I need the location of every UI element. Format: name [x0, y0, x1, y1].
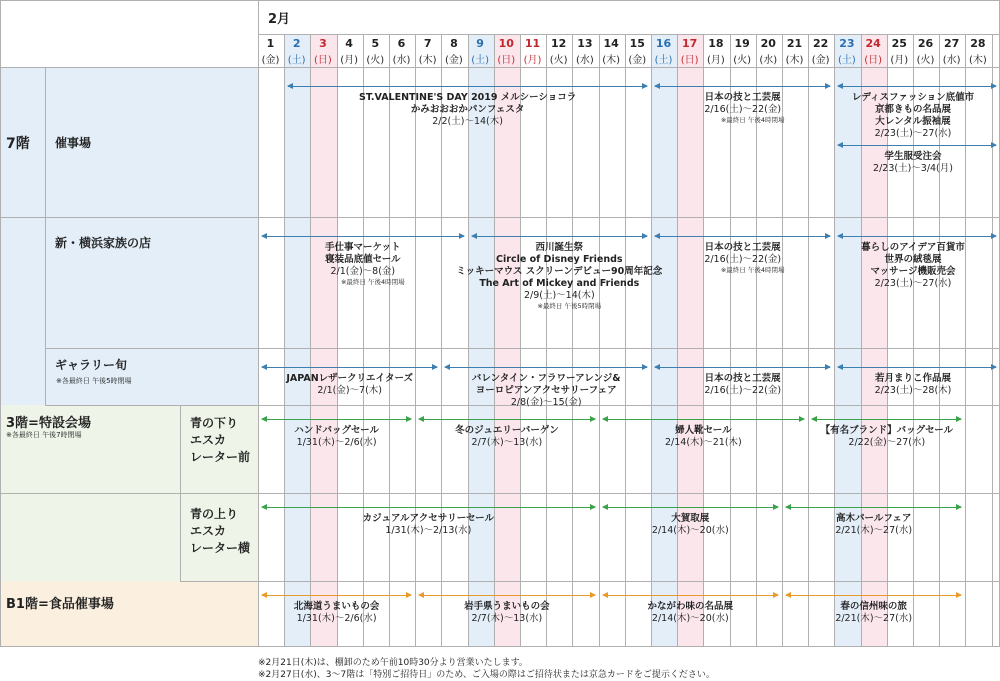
escalator-label: レーター横	[190, 541, 251, 555]
row-label-family-store: 新・横浜家族の店	[55, 236, 152, 250]
event-arrow-line	[812, 419, 961, 420]
row-divider	[45, 348, 1000, 349]
header-top-line	[0, 0, 1000, 1]
day-gridline	[284, 34, 285, 646]
event-note: ※最終日 午後4時閉場	[340, 278, 405, 286]
event-text: 1/31(木)～2/13(水)	[385, 525, 472, 536]
event-arrow-left	[837, 83, 843, 89]
event-arrow-left	[785, 592, 791, 598]
day-number: 9	[476, 37, 484, 50]
event-text: 2/22(金)～27(水)	[848, 437, 926, 448]
floor7-divider	[45, 67, 46, 405]
day-weekday: (金)	[628, 55, 647, 66]
floor-b1-label: B1階=食品催事場	[6, 597, 114, 612]
header-day-line	[258, 34, 1000, 35]
event-text: 2/23(土)～3/4(月)	[873, 163, 953, 174]
day-number: 22	[813, 37, 829, 50]
event-text: 大賀取展	[671, 513, 710, 524]
event-arrow-left	[261, 364, 267, 370]
day-weekday: (木)	[968, 55, 987, 66]
event-arrow-left	[261, 416, 267, 422]
day-weekday: (水)	[575, 55, 594, 66]
event-arrow-right	[590, 416, 596, 422]
day-weekday: (月)	[706, 55, 725, 66]
day-weekday: (土)	[471, 55, 489, 66]
event-arrow-left	[287, 83, 293, 89]
day-number: 4	[345, 37, 353, 50]
day-number: 11	[524, 37, 541, 50]
event-text: 大レンタル振袖展	[875, 116, 951, 127]
event-arrow-line	[262, 595, 411, 596]
day-gridline	[703, 34, 704, 646]
event-text: ST.VALENTINE'S DAY 2019 メルシーショコラ	[358, 92, 577, 103]
day-number: 28	[970, 37, 986, 50]
event-arrow-right	[406, 592, 412, 598]
row-label-bg	[0, 67, 258, 217]
event-arrow-right	[642, 233, 648, 239]
day-weekday: (火)	[549, 55, 568, 66]
row-label-saijijo: 催事場	[55, 136, 92, 150]
day-gridline	[651, 34, 652, 646]
day-gridline	[389, 34, 390, 646]
day-number: 3	[319, 37, 327, 50]
event-text: 手仕事マーケット	[325, 242, 401, 253]
event-arrow-line	[838, 86, 996, 87]
day-weekday: (火)	[366, 55, 385, 66]
day-weekday: (水)	[759, 55, 778, 66]
event-text: The Art of Mickey and Friends	[479, 278, 640, 289]
event-arrow-left	[261, 504, 267, 510]
header-bottom-line	[0, 67, 1000, 68]
row-note-gallery: ※各最終日 午後5時閉場	[56, 377, 132, 385]
day-weekday: (日)	[313, 55, 332, 66]
event-arrow-right	[459, 233, 465, 239]
event-arrow-right	[773, 504, 779, 510]
event-arrow-left	[602, 592, 608, 598]
day-gridline	[861, 34, 862, 646]
day-weekday: (金)	[261, 55, 280, 66]
footer-note: ※2月21日(木)は、棚卸のため午前10時30分より営業いたします。	[258, 658, 528, 668]
day-number: 24	[865, 37, 881, 50]
day-gridline	[756, 34, 757, 646]
event-arrow-right	[956, 592, 962, 598]
day-gridline	[572, 34, 573, 646]
event-arrow-left	[261, 233, 267, 239]
escalator-label: 青の上り	[190, 507, 239, 521]
day-number: 21	[786, 37, 803, 50]
event-arrow-line	[419, 419, 594, 420]
event-arrow-line	[288, 86, 647, 87]
sunday-column	[310, 34, 336, 646]
event-text: 2/9(土)～14(木)	[523, 290, 595, 301]
day-gridline	[730, 34, 731, 646]
saturday-column	[651, 34, 677, 646]
day-gridline	[965, 34, 966, 646]
day-number: 13	[577, 37, 593, 50]
day-weekday: (木)	[418, 55, 437, 66]
event-text: ヨーロピアンアクセサリーフェア	[475, 385, 617, 396]
event-text: 北海道うまいもの会	[293, 601, 380, 612]
event-arrow-left	[654, 364, 660, 370]
event-text: 2/16(土)～22(金)	[704, 385, 782, 396]
day-gridline	[782, 34, 783, 646]
event-text: 高木パールフェア	[836, 513, 912, 524]
day-number: 5	[371, 37, 380, 50]
day-gridline	[625, 34, 626, 646]
event-arrow-left	[837, 364, 843, 370]
event-arrow-line	[603, 507, 778, 508]
row-divider	[0, 493, 1000, 494]
event-arrow-left	[418, 592, 424, 598]
grid-label-divider	[258, 0, 259, 646]
event-text: バレンタイン・フラワーアレンジ&	[471, 373, 621, 384]
grid-left-line	[0, 0, 1, 646]
event-arrow-right	[590, 504, 596, 510]
day-weekday: (日)	[680, 55, 699, 66]
event-arrow-line	[262, 236, 464, 237]
event-text: 学生服受注会	[884, 151, 942, 162]
event-arrow-left	[602, 416, 608, 422]
day-weekday: (土)	[837, 55, 856, 66]
day-weekday: (木)	[785, 55, 804, 66]
event-arrow-line	[786, 507, 961, 508]
event-arrow-left	[654, 233, 660, 239]
day-weekday: (月)	[340, 55, 358, 66]
event-arrow-right	[825, 233, 831, 239]
day-gridline	[310, 34, 311, 646]
row-label-bg	[0, 581, 258, 646]
row-divider	[0, 217, 1000, 218]
event-arrow-right	[642, 83, 648, 89]
event-arrow-line	[786, 595, 961, 596]
day-number: 2	[292, 37, 301, 50]
event-text: 2/21(木)～27(水)	[835, 525, 913, 536]
event-arrow-line	[655, 86, 830, 87]
event-arrow-right	[956, 504, 962, 510]
event-text: 1/31(木)～2/6(水)	[296, 437, 377, 448]
event-text: ハンドバッグセール	[294, 425, 379, 436]
day-number: 19	[734, 37, 750, 50]
event-arrow-right	[825, 83, 831, 89]
event-text: 西川誕生祭	[535, 242, 584, 253]
floor-3-note: ※各最終日 午後7時閉場	[6, 431, 82, 439]
event-arrow-line	[603, 595, 778, 596]
day-weekday: (水)	[942, 55, 961, 66]
event-arrow-right	[991, 142, 997, 148]
event-text: JAPANレザークリエイターズ	[286, 373, 413, 384]
day-number: 27	[944, 37, 960, 50]
event-arrow-left	[471, 233, 477, 239]
day-gridline	[992, 34, 993, 646]
event-arrow-right	[590, 592, 596, 598]
event-text: マッサージ機販売会	[870, 266, 956, 277]
event-arrow-right	[956, 416, 962, 422]
event-arrow-left	[785, 504, 791, 510]
event-text: 2/14(木)～20(水)	[651, 613, 729, 624]
event-text: 2/8(金)～15(金)	[510, 397, 582, 408]
day-number: 10	[498, 37, 514, 50]
event-arrow-left	[261, 592, 267, 598]
event-text: 2/1(金)～8(金)	[330, 266, 396, 277]
day-number: 20	[760, 37, 776, 50]
row-divider	[0, 646, 1000, 647]
event-text: 寝装品底値セール	[325, 254, 401, 265]
event-text: 2/7(木)～13(水)	[471, 613, 543, 624]
event-arrow-line	[838, 367, 996, 368]
day-number: 25	[891, 37, 907, 50]
floor-7-label: 7階	[6, 136, 30, 152]
event-text: 婦人靴セール	[675, 425, 732, 436]
event-text: 若月まりこ作品展	[874, 373, 952, 384]
event-arrow-right	[991, 83, 997, 89]
event-text: 2/21(木)～27(水)	[835, 613, 913, 624]
event-text: 2/23(土)～27(水)	[874, 278, 952, 289]
sunday-column	[677, 34, 703, 646]
event-arrow-left	[444, 364, 450, 370]
event-text: 2/1(金)～7(木)	[317, 385, 383, 396]
row-label-gallery: ギャラリー旬	[55, 358, 128, 372]
event-arrow-right	[991, 233, 997, 239]
day-number: 7	[423, 37, 432, 50]
day-weekday: (金)	[444, 55, 463, 66]
event-arrow-right	[432, 364, 438, 370]
event-arrow-line	[838, 145, 996, 146]
event-text: 2/2(土)～14(木)	[432, 116, 503, 127]
day-number: 17	[682, 37, 698, 50]
event-arrow-right	[773, 592, 779, 598]
day-number: 8	[450, 37, 458, 50]
event-arrow-line	[262, 367, 437, 368]
day-gridline	[520, 34, 521, 646]
day-weekday: (月)	[523, 55, 542, 66]
event-text: 日本の技と工芸展	[704, 373, 781, 384]
event-arrow-right	[799, 416, 805, 422]
day-weekday: (金)	[811, 55, 830, 66]
event-text: かみおおおかパンフェスタ	[410, 104, 525, 115]
month-label: 2月	[268, 12, 291, 27]
escalator-label: エスカ	[190, 433, 227, 447]
day-weekday: (月)	[890, 55, 909, 66]
day-gridline	[808, 34, 809, 646]
day-number: 26	[917, 37, 934, 50]
event-text: 2/14(木)～20(水)	[651, 525, 729, 536]
event-arrow-right	[642, 364, 648, 370]
day-number: 18	[708, 37, 724, 50]
day-weekday: (日)	[497, 55, 516, 66]
event-arrow-left	[811, 416, 817, 422]
event-note: ※最終日 午後5時閉場	[537, 302, 602, 310]
event-text: かながわ味の名品展	[647, 601, 734, 612]
event-text: 【有名ブランド】バッグセール	[820, 425, 954, 436]
day-number: 16	[655, 37, 672, 50]
event-arrow-left	[837, 233, 843, 239]
event-text: 春の信州味の旅	[840, 601, 907, 612]
event-arrow-line	[838, 236, 996, 237]
event-text: カジュアルアクセサリーセール	[362, 513, 494, 524]
event-arrow-line	[603, 419, 805, 420]
day-weekday: (土)	[287, 55, 306, 66]
event-arrow-right	[991, 364, 997, 370]
day-number: 15	[629, 37, 645, 50]
event-arrow-line	[655, 236, 830, 237]
day-weekday: (水)	[392, 55, 411, 66]
saturday-column	[284, 34, 310, 646]
event-arrow-right	[825, 364, 831, 370]
event-text: 暮らしのアイデア百貨市	[861, 242, 965, 253]
floor-3-label: 3階=特設会場	[6, 416, 91, 431]
event-text: 2/16(土)～22(金)	[704, 254, 782, 265]
day-gridline	[415, 34, 416, 646]
day-gridline	[363, 34, 364, 646]
event-arrow-line	[472, 236, 647, 237]
event-text: 2/23(土)～28(木)	[874, 385, 952, 396]
saturday-column	[834, 34, 860, 646]
escalator-label: エスカ	[190, 524, 227, 538]
day-number: 12	[551, 37, 567, 50]
event-arrow-right	[406, 416, 412, 422]
day-gridline	[677, 34, 678, 646]
day-weekday: (日)	[864, 55, 882, 66]
day-gridline	[337, 34, 338, 646]
event-arrow-line	[419, 595, 594, 596]
event-text: 日本の技と工芸展	[704, 242, 781, 253]
event-arrow-left	[418, 416, 424, 422]
day-number: 1	[266, 37, 275, 50]
day-number: 6	[397, 37, 406, 50]
event-text: 京都きもの名品展	[874, 104, 952, 115]
day-weekday: (火)	[733, 55, 751, 66]
event-text: 日本の技と工芸展	[704, 92, 781, 103]
footer-note: ※2月27日(水)、3～7階は「特別ご招待日」のため、ご入場の際はご招待状または京急カードをご提示ください。	[258, 670, 715, 680]
event-text: ミッキーマウス スクリーンデビュー90周年記念	[456, 266, 663, 277]
event-text: 岩手県うまいもの会	[464, 601, 550, 612]
event-text: Circle of Disney Friends	[496, 254, 623, 265]
day-weekday: (木)	[602, 55, 620, 66]
day-weekday: (火)	[916, 55, 935, 66]
row-divider	[180, 581, 1000, 582]
event-arrow-left	[837, 142, 843, 148]
event-text: 1/31(木)～2/6(水)	[296, 613, 377, 624]
day-weekday: (土)	[654, 55, 673, 66]
event-arrow-line	[262, 419, 411, 420]
day-number: 14	[603, 37, 619, 50]
event-arrow-left	[602, 504, 608, 510]
event-text: 冬のジュエリーバーゲン	[455, 425, 559, 436]
event-text: 2/7(木)～13(水)	[471, 437, 543, 448]
event-text: 2/14(木)～21(木)	[665, 437, 742, 448]
event-text: 2/23(土)～27(水)	[874, 128, 952, 139]
event-note: ※最終日 午後4時閉場	[720, 266, 785, 274]
day-gridline	[546, 34, 547, 646]
floor3-divider	[180, 405, 181, 581]
event-arrow-left	[654, 83, 660, 89]
event-text: 2/16(土)～22(金)	[704, 104, 782, 115]
day-gridline	[599, 34, 600, 646]
day-gridline	[834, 34, 835, 646]
event-arrow-line	[445, 367, 647, 368]
escalator-label: レーター前	[190, 450, 251, 464]
event-arrow-line	[655, 367, 830, 368]
event-note: ※最終日 午後4時閉場	[720, 116, 785, 124]
day-number: 23	[839, 37, 855, 50]
escalator-label: 青の下り	[190, 416, 239, 430]
event-text: レディスファッション底値市	[851, 92, 975, 103]
event-arrow-line	[262, 507, 595, 508]
event-text: 世界の絨毯展	[884, 254, 942, 265]
